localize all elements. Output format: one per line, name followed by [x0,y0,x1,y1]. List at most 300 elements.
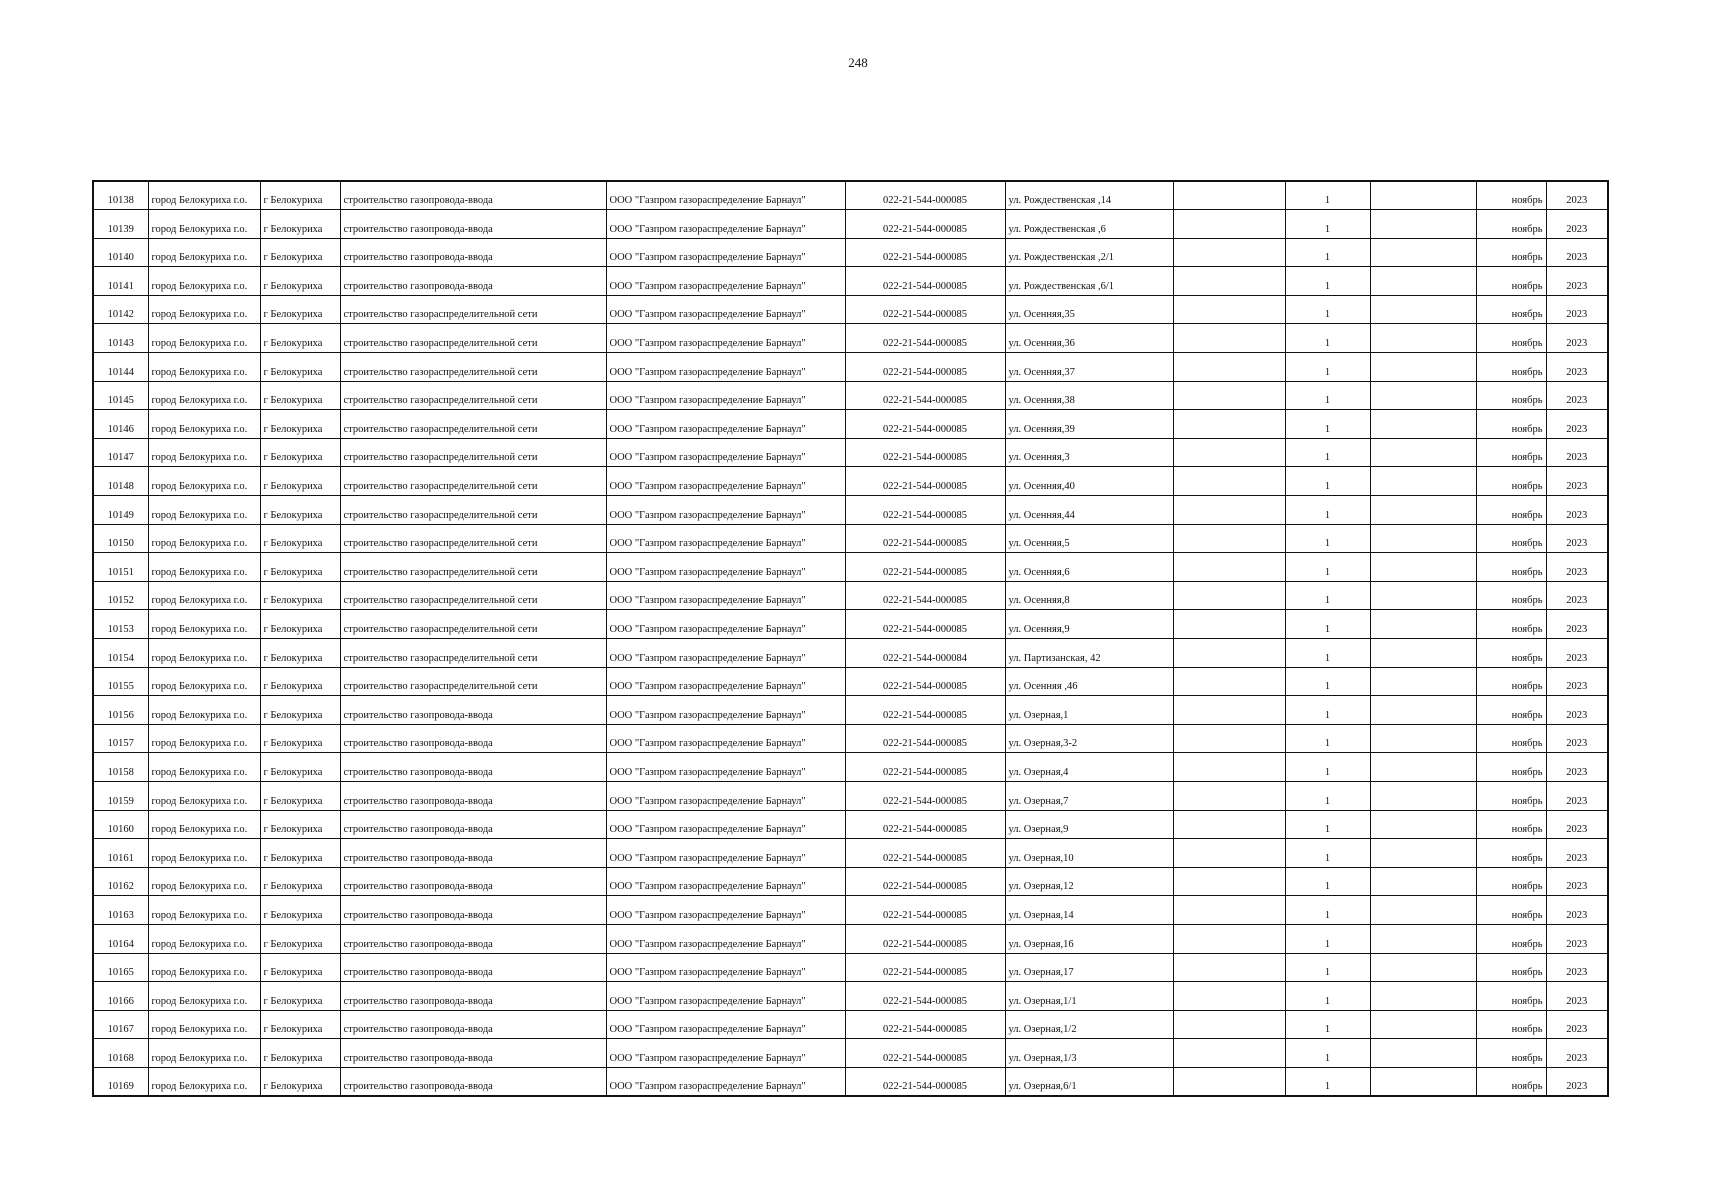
cell-blank-a [1173,781,1285,810]
cell-address: ул. Озерная,4 [1005,753,1173,782]
cell-quantity: 1 [1285,1039,1370,1068]
cell-project-code: 022-21-544-000085 [845,896,1005,925]
cell-quantity: 1 [1285,924,1370,953]
cell-locality: г Белокуриха [260,1010,340,1039]
cell-blank-a [1173,353,1285,382]
cell-organization: ООО "Газпром газораспределение Барнаул" [606,839,845,868]
cell-organization: ООО "Газпром газораспределение Барнаул" [606,924,845,953]
cell-organization: ООО "Газпром газораспределение Барнаул" [606,810,845,839]
cell-year: 2023 [1546,1067,1608,1096]
cell-blank-a [1173,381,1285,410]
cell-address: ул. Осенняя,35 [1005,295,1173,324]
table-row [93,496,1608,525]
cell-quantity: 1 [1285,267,1370,296]
cell-organization: ООО "Газпром газораспределение Барнаул" [606,353,845,382]
cell-blank-a [1173,295,1285,324]
cell-quantity: 1 [1285,667,1370,696]
registry-body [93,181,1608,1096]
cell-row-number: 10140 [93,238,148,267]
cell-locality: г Белокуриха [260,696,340,725]
cell-month: ноябрь [1476,896,1546,925]
cell-blank-a [1173,867,1285,896]
cell-row-number: 10166 [93,982,148,1011]
cell-municipality: город Белокуриха г.о. [148,667,260,696]
cell-work-type: строительство газораспределительной сети [340,324,606,353]
cell-row-number: 10165 [93,953,148,982]
cell-address: ул. Осенняя,37 [1005,353,1173,382]
cell-year: 2023 [1546,410,1608,439]
cell-work-type: строительство газораспределительной сети [340,353,606,382]
cell-municipality: город Белокуриха г.о. [148,953,260,982]
cell-municipality: город Белокуриха г.о. [148,753,260,782]
cell-row-number: 10153 [93,610,148,639]
cell-blank-b [1370,639,1476,668]
cell-blank-b [1370,1039,1476,1068]
cell-project-code: 022-21-544-000085 [845,781,1005,810]
cell-project-code: 022-21-544-000085 [845,867,1005,896]
cell-blank-a [1173,1010,1285,1039]
cell-quantity: 1 [1285,753,1370,782]
cell-quantity: 1 [1285,295,1370,324]
cell-blank-b [1370,696,1476,725]
cell-month: ноябрь [1476,210,1546,239]
cell-row-number: 10156 [93,696,148,725]
cell-organization: ООО "Газпром газораспределение Барнаул" [606,238,845,267]
cell-work-type: строительство газораспределительной сети [340,553,606,582]
table-row [93,696,1608,725]
cell-municipality: город Белокуриха г.о. [148,1067,260,1096]
cell-work-type: строительство газопровода-ввода [340,267,606,296]
cell-month: ноябрь [1476,353,1546,382]
cell-locality: г Белокуриха [260,924,340,953]
table-row [93,238,1608,267]
cell-organization: ООО "Газпром газораспределение Барнаул" [606,639,845,668]
cell-blank-a [1173,324,1285,353]
table-row [93,467,1608,496]
cell-month: ноябрь [1476,410,1546,439]
cell-month: ноябрь [1476,238,1546,267]
cell-locality: г Белокуриха [260,496,340,525]
cell-organization: ООО "Газпром газораспределение Барнаул" [606,696,845,725]
cell-project-code: 022-21-544-000085 [845,238,1005,267]
cell-year: 2023 [1546,639,1608,668]
cell-project-code: 022-21-544-000085 [845,982,1005,1011]
cell-quantity: 1 [1285,953,1370,982]
cell-blank-a [1173,667,1285,696]
cell-organization: ООО "Газпром газораспределение Барнаул" [606,181,845,210]
cell-blank-b [1370,524,1476,553]
table-row [93,810,1608,839]
cell-blank-b [1370,610,1476,639]
cell-work-type: строительство газораспределительной сети [340,667,606,696]
cell-municipality: город Белокуриха г.о. [148,438,260,467]
cell-month: ноябрь [1476,1067,1546,1096]
cell-locality: г Белокуриха [260,610,340,639]
cell-blank-a [1173,581,1285,610]
cell-address: ул. Озерная,1/2 [1005,1010,1173,1039]
cell-organization: ООО "Газпром газораспределение Барнаул" [606,524,845,553]
cell-blank-b [1370,896,1476,925]
table-row [93,324,1608,353]
cell-row-number: 10168 [93,1039,148,1068]
cell-locality: г Белокуриха [260,781,340,810]
table-row [93,438,1608,467]
cell-blank-a [1173,924,1285,953]
cell-row-number: 10158 [93,753,148,782]
cell-row-number: 10145 [93,381,148,410]
cell-address: ул. Осенняя,39 [1005,410,1173,439]
cell-month: ноябрь [1476,181,1546,210]
cell-work-type: строительство газопровода-ввода [340,896,606,925]
cell-year: 2023 [1546,982,1608,1011]
cell-blank-b [1370,753,1476,782]
cell-blank-b [1370,295,1476,324]
cell-project-code: 022-21-544-000085 [845,696,1005,725]
cell-locality: г Белокуриха [260,353,340,382]
cell-address: ул. Озерная,1/1 [1005,982,1173,1011]
cell-year: 2023 [1546,724,1608,753]
cell-organization: ООО "Газпром газораспределение Барнаул" [606,953,845,982]
table-row [93,581,1608,610]
table-row [93,1067,1608,1096]
cell-blank-b [1370,496,1476,525]
cell-row-number: 10159 [93,781,148,810]
cell-locality: г Белокуриха [260,467,340,496]
cell-year: 2023 [1546,1039,1608,1068]
cell-quantity: 1 [1285,724,1370,753]
cell-row-number: 10143 [93,324,148,353]
cell-address: ул. Озерная,3-2 [1005,724,1173,753]
cell-organization: ООО "Газпром газораспределение Барнаул" [606,724,845,753]
cell-row-number: 10148 [93,467,148,496]
cell-row-number: 10142 [93,295,148,324]
cell-quantity: 1 [1285,639,1370,668]
table-row [93,610,1608,639]
cell-quantity: 1 [1285,353,1370,382]
cell-project-code: 022-21-544-000085 [845,410,1005,439]
cell-blank-a [1173,267,1285,296]
cell-locality: г Белокуриха [260,839,340,868]
cell-year: 2023 [1546,496,1608,525]
cell-address: ул. Осенняя,6 [1005,553,1173,582]
cell-year: 2023 [1546,381,1608,410]
cell-month: ноябрь [1476,267,1546,296]
cell-municipality: город Белокуриха г.о. [148,381,260,410]
cell-work-type: строительство газопровода-ввода [340,238,606,267]
cell-blank-a [1173,696,1285,725]
cell-row-number: 10169 [93,1067,148,1096]
cell-blank-b [1370,381,1476,410]
cell-year: 2023 [1546,1010,1608,1039]
cell-blank-b [1370,467,1476,496]
cell-quantity: 1 [1285,238,1370,267]
cell-blank-a [1173,210,1285,239]
cell-locality: г Белокуриха [260,210,340,239]
cell-blank-b [1370,924,1476,953]
cell-project-code: 022-21-544-000085 [845,610,1005,639]
cell-project-code: 022-21-544-000085 [845,553,1005,582]
cell-quantity: 1 [1285,496,1370,525]
cell-blank-b [1370,867,1476,896]
cell-blank-b [1370,210,1476,239]
cell-organization: ООО "Газпром газораспределение Барнаул" [606,581,845,610]
cell-month: ноябрь [1476,581,1546,610]
cell-address: ул. Озерная,10 [1005,839,1173,868]
cell-quantity: 1 [1285,610,1370,639]
cell-blank-a [1173,238,1285,267]
cell-month: ноябрь [1476,696,1546,725]
table-row [93,896,1608,925]
cell-project-code: 022-21-544-000085 [845,210,1005,239]
table-row [93,982,1608,1011]
cell-address: ул. Осенняя,44 [1005,496,1173,525]
cell-work-type: строительство газопровода-ввода [340,181,606,210]
cell-address: ул. Озерная,14 [1005,896,1173,925]
cell-organization: ООО "Газпром газораспределение Барнаул" [606,867,845,896]
cell-year: 2023 [1546,524,1608,553]
table-row [93,1039,1608,1068]
cell-municipality: город Белокуриха г.о. [148,410,260,439]
cell-organization: ООО "Газпром газораспределение Барнаул" [606,610,845,639]
cell-address: ул. Осенняя,38 [1005,381,1173,410]
cell-blank-a [1173,639,1285,668]
cell-project-code: 022-21-544-000085 [845,810,1005,839]
cell-month: ноябрь [1476,467,1546,496]
cell-work-type: строительство газопровода-ввода [340,781,606,810]
table-row [93,410,1608,439]
cell-address: ул. Озерная,7 [1005,781,1173,810]
cell-quantity: 1 [1285,810,1370,839]
cell-work-type: строительство газораспределительной сети [340,381,606,410]
cell-quantity: 1 [1285,467,1370,496]
cell-blank-a [1173,839,1285,868]
cell-quantity: 1 [1285,839,1370,868]
cell-year: 2023 [1546,181,1608,210]
cell-work-type: строительство газопровода-ввода [340,724,606,753]
cell-municipality: город Белокуриха г.о. [148,1010,260,1039]
cell-address: ул. Рождественская ,2/1 [1005,238,1173,267]
cell-row-number: 10167 [93,1010,148,1039]
cell-blank-a [1173,410,1285,439]
cell-quantity: 1 [1285,896,1370,925]
cell-row-number: 10149 [93,496,148,525]
cell-quantity: 1 [1285,1067,1370,1096]
cell-municipality: город Белокуриха г.о. [148,896,260,925]
cell-organization: ООО "Газпром газораспределение Барнаул" [606,410,845,439]
cell-work-type: строительство газораспределительной сети [340,410,606,439]
cell-project-code: 022-21-544-000085 [845,496,1005,525]
cell-row-number: 10139 [93,210,148,239]
cell-row-number: 10147 [93,438,148,467]
cell-blank-a [1173,724,1285,753]
cell-month: ноябрь [1476,982,1546,1011]
cell-quantity: 1 [1285,210,1370,239]
cell-month: ноябрь [1476,524,1546,553]
cell-organization: ООО "Газпром газораспределение Барнаул" [606,381,845,410]
cell-year: 2023 [1546,810,1608,839]
cell-blank-b [1370,410,1476,439]
cell-address: ул. Озерная,12 [1005,867,1173,896]
cell-month: ноябрь [1476,953,1546,982]
cell-organization: ООО "Газпром газораспределение Барнаул" [606,438,845,467]
cell-project-code: 022-21-544-000085 [845,1039,1005,1068]
cell-blank-a [1173,953,1285,982]
cell-blank-a [1173,1039,1285,1068]
cell-work-type: строительство газораспределительной сети [340,581,606,610]
cell-blank-a [1173,896,1285,925]
cell-blank-b [1370,324,1476,353]
cell-project-code: 022-21-544-000085 [845,953,1005,982]
cell-municipality: город Белокуриха г.о. [148,581,260,610]
cell-month: ноябрь [1476,295,1546,324]
cell-row-number: 10146 [93,410,148,439]
table-row [93,1010,1608,1039]
cell-quantity: 1 [1285,181,1370,210]
cell-address: ул. Рождественская ,6/1 [1005,267,1173,296]
cell-organization: ООО "Газпром газораспределение Барнаул" [606,781,845,810]
cell-organization: ООО "Газпром газораспределение Барнаул" [606,496,845,525]
cell-project-code: 022-21-544-000085 [845,524,1005,553]
cell-address: ул. Озерная,9 [1005,810,1173,839]
cell-blank-b [1370,181,1476,210]
cell-locality: г Белокуриха [260,724,340,753]
cell-organization: ООО "Газпром газораспределение Барнаул" [606,982,845,1011]
cell-blank-b [1370,810,1476,839]
cell-locality: г Белокуриха [260,181,340,210]
cell-organization: ООО "Газпром газораспределение Барнаул" [606,267,845,296]
cell-blank-b [1370,267,1476,296]
cell-work-type: строительство газораспределительной сети [340,295,606,324]
table-row [93,953,1608,982]
cell-address: ул. Озерная,1 [1005,696,1173,725]
cell-locality: г Белокуриха [260,238,340,267]
cell-municipality: город Белокуриха г.о. [148,524,260,553]
cell-locality: г Белокуриха [260,381,340,410]
cell-blank-a [1173,524,1285,553]
cell-blank-b [1370,953,1476,982]
cell-quantity: 1 [1285,410,1370,439]
cell-organization: ООО "Газпром газораспределение Барнаул" [606,553,845,582]
cell-address: ул. Осенняя,5 [1005,524,1173,553]
cell-municipality: город Белокуриха г.о. [148,924,260,953]
cell-municipality: город Белокуриха г.о. [148,324,260,353]
cell-blank-a [1173,181,1285,210]
cell-project-code: 022-21-544-000085 [845,353,1005,382]
cell-project-code: 022-21-544-000085 [845,1067,1005,1096]
table-row [93,267,1608,296]
cell-month: ноябрь [1476,610,1546,639]
cell-quantity: 1 [1285,553,1370,582]
cell-blank-a [1173,438,1285,467]
cell-blank-a [1173,553,1285,582]
cell-work-type: строительство газопровода-ввода [340,810,606,839]
cell-project-code: 022-21-544-000085 [845,667,1005,696]
cell-month: ноябрь [1476,1010,1546,1039]
registry-table [92,180,1609,1097]
cell-municipality: город Белокуриха г.о. [148,810,260,839]
cell-municipality: город Белокуриха г.о. [148,724,260,753]
cell-quantity: 1 [1285,781,1370,810]
cell-address: ул. Озерная,1/3 [1005,1039,1173,1068]
cell-month: ноябрь [1476,1039,1546,1068]
cell-year: 2023 [1546,753,1608,782]
cell-work-type: строительство газопровода-ввода [340,953,606,982]
cell-locality: г Белокуриха [260,896,340,925]
cell-year: 2023 [1546,353,1608,382]
cell-address: ул. Осенняя,9 [1005,610,1173,639]
cell-year: 2023 [1546,839,1608,868]
cell-row-number: 10150 [93,524,148,553]
cell-blank-b [1370,982,1476,1011]
cell-municipality: город Белокуриха г.о. [148,867,260,896]
cell-row-number: 10152 [93,581,148,610]
cell-address: ул. Озерная,17 [1005,953,1173,982]
cell-month: ноябрь [1476,924,1546,953]
cell-work-type: строительство газопровода-ввода [340,1039,606,1068]
cell-locality: г Белокуриха [260,295,340,324]
cell-quantity: 1 [1285,324,1370,353]
cell-municipality: город Белокуриха г.о. [148,696,260,725]
cell-work-type: строительство газопровода-ввода [340,696,606,725]
cell-year: 2023 [1546,867,1608,896]
cell-year: 2023 [1546,696,1608,725]
cell-year: 2023 [1546,267,1608,296]
cell-row-number: 10163 [93,896,148,925]
cell-year: 2023 [1546,924,1608,953]
cell-municipality: город Белокуриха г.о. [148,267,260,296]
cell-blank-a [1173,467,1285,496]
cell-blank-b [1370,724,1476,753]
cell-work-type: строительство газопровода-ввода [340,867,606,896]
cell-year: 2023 [1546,581,1608,610]
cell-work-type: строительство газораспределительной сети [340,438,606,467]
cell-municipality: город Белокуриха г.о. [148,639,260,668]
cell-year: 2023 [1546,467,1608,496]
cell-row-number: 10154 [93,639,148,668]
cell-project-code: 022-21-544-000085 [845,295,1005,324]
cell-locality: г Белокуриха [260,438,340,467]
cell-municipality: город Белокуриха г.о. [148,353,260,382]
cell-municipality: город Белокуриха г.о. [148,467,260,496]
cell-organization: ООО "Газпром газораспределение Барнаул" [606,1039,845,1068]
cell-row-number: 10141 [93,267,148,296]
cell-month: ноябрь [1476,381,1546,410]
cell-year: 2023 [1546,438,1608,467]
cell-month: ноябрь [1476,324,1546,353]
table-row [93,639,1608,668]
cell-organization: ООО "Газпром газораспределение Барнаул" [606,210,845,239]
cell-project-code: 022-21-544-000085 [845,581,1005,610]
cell-month: ноябрь [1476,496,1546,525]
cell-address: ул. Рождественская ,6 [1005,210,1173,239]
cell-project-code: 022-21-544-000085 [845,467,1005,496]
table-row [93,724,1608,753]
table-row [93,295,1608,324]
cell-address: ул. Осенняя,36 [1005,324,1173,353]
cell-work-type: строительство газопровода-ввода [340,839,606,868]
cell-work-type: строительство газораспределительной сети [340,467,606,496]
cell-blank-b [1370,781,1476,810]
cell-organization: ООО "Газпром газораспределение Барнаул" [606,295,845,324]
cell-month: ноябрь [1476,667,1546,696]
cell-month: ноябрь [1476,781,1546,810]
cell-locality: г Белокуриха [260,867,340,896]
cell-quantity: 1 [1285,438,1370,467]
cell-project-code: 022-21-544-000085 [845,438,1005,467]
cell-month: ноябрь [1476,867,1546,896]
cell-organization: ООО "Газпром газораспределение Барнаул" [606,896,845,925]
cell-locality: г Белокуриха [260,324,340,353]
